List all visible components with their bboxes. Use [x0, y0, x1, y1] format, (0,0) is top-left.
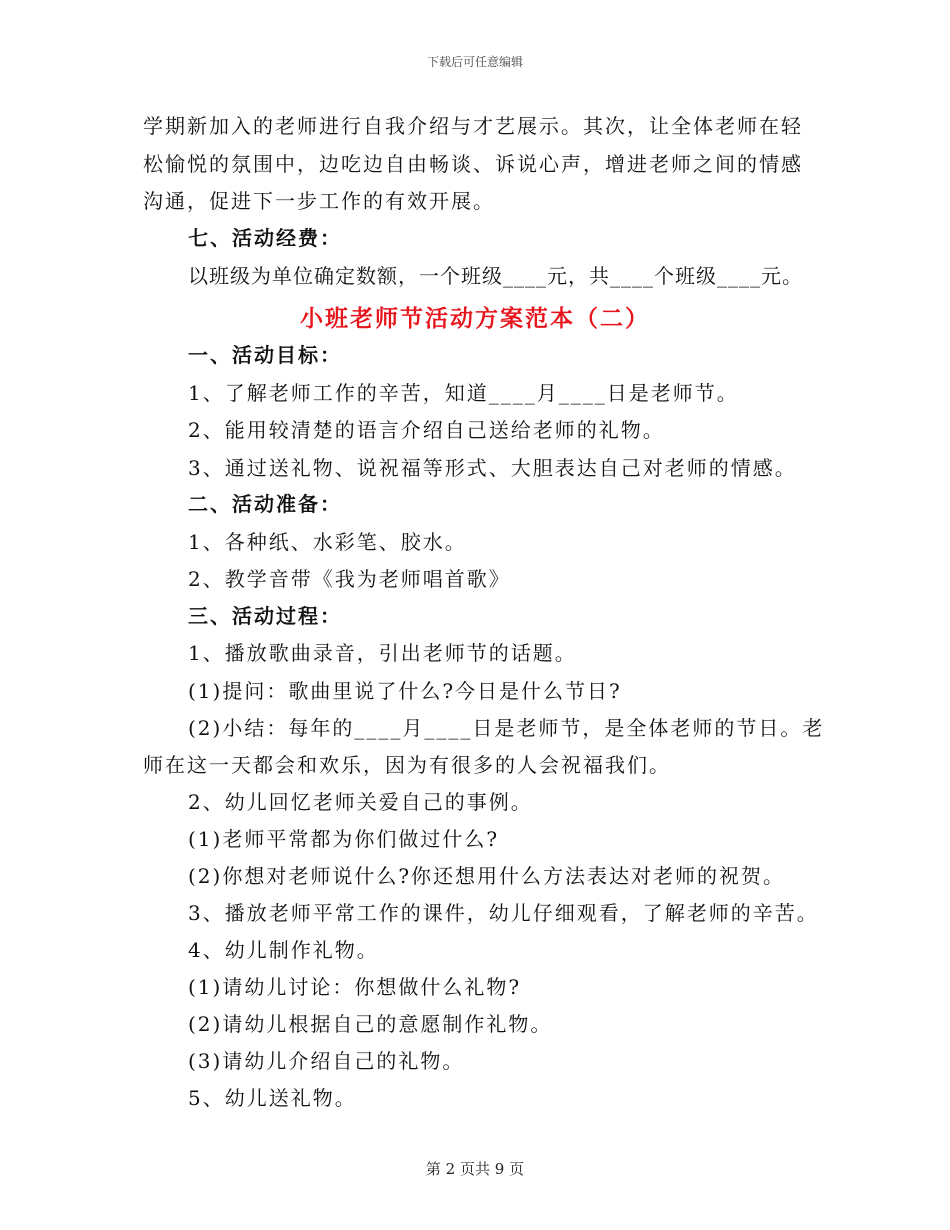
list-item: 3、通过送礼物、说祝福等形式、大胆表达自己对老师的情感。	[188, 456, 797, 480]
list-item: (2)你想对老师说什么?你还想用什么方法表达对老师的祝贺。	[188, 864, 786, 888]
paragraph-line: 师在这一天都会和欢乐，因为有很多的人会祝福我们。	[143, 753, 671, 777]
list-item: (2)请幼儿根据自己的意愿制作礼物。	[188, 1012, 553, 1036]
list-item: (2)小结：每年的____月____日是老师节，是全体老师的节日。老	[188, 716, 825, 740]
paragraph-line: 松愉悦的氛围中，边吃边自由畅谈、诉说心声，增进老师之间的情感	[143, 152, 803, 176]
paragraph-line: 沟通，促进下一步工作的有效开展。	[143, 189, 495, 213]
section-heading-process: 三、活动过程：	[188, 604, 342, 628]
section-heading-goals: 一、活动目标：	[188, 343, 342, 367]
list-item: 1、各种纸、水彩笔、胶水。	[188, 530, 467, 554]
list-item: 5、幼儿送礼物。	[188, 1086, 357, 1110]
list-item: 1、了解老师工作的辛苦，知道____月____日是老师节。	[188, 381, 739, 405]
document-title: 小班老师节活动方案范本（二）	[300, 305, 650, 332]
section-heading-preparation: 二、活动准备：	[188, 492, 342, 516]
paragraph-line: 以班级为单位确定数额，一个班级____元，共____个班级____元。	[188, 264, 803, 288]
page-footer: 第 2 页共 9 页	[425, 1160, 525, 1178]
list-item: 4、幼儿制作礼物。	[188, 938, 379, 962]
list-item: 3、播放老师平常工作的课件，幼儿仔细观看，了解老师的辛苦。	[188, 901, 819, 925]
list-item: 2、教学音带《我为老师唱首歌》	[188, 567, 511, 591]
list-item: 1、播放歌曲录音，引出老师节的话题。	[188, 641, 577, 665]
list-item: 2、幼儿回忆老师关爱自己的事例。	[188, 790, 533, 814]
list-item: (3)请幼儿介绍自己的礼物。	[188, 1049, 465, 1073]
paragraph-line: 学期新加入的老师进行自我介绍与才艺展示。其次，让全体老师在轻	[143, 114, 803, 138]
section-heading-budget: 七、活动经费：	[188, 226, 342, 250]
list-item: (1)提问：歌曲里说了什么?今日是什么节日?	[188, 679, 622, 703]
list-item: (1)老师平常都为你们做过什么?	[188, 827, 500, 851]
list-item: (1)请幼儿讨论：你想做什么礼物?	[188, 975, 522, 999]
list-item: 2、能用较清楚的语言介绍自己送给老师的礼物。	[188, 418, 665, 442]
page-header: 下载后可任意编辑	[426, 55, 523, 69]
